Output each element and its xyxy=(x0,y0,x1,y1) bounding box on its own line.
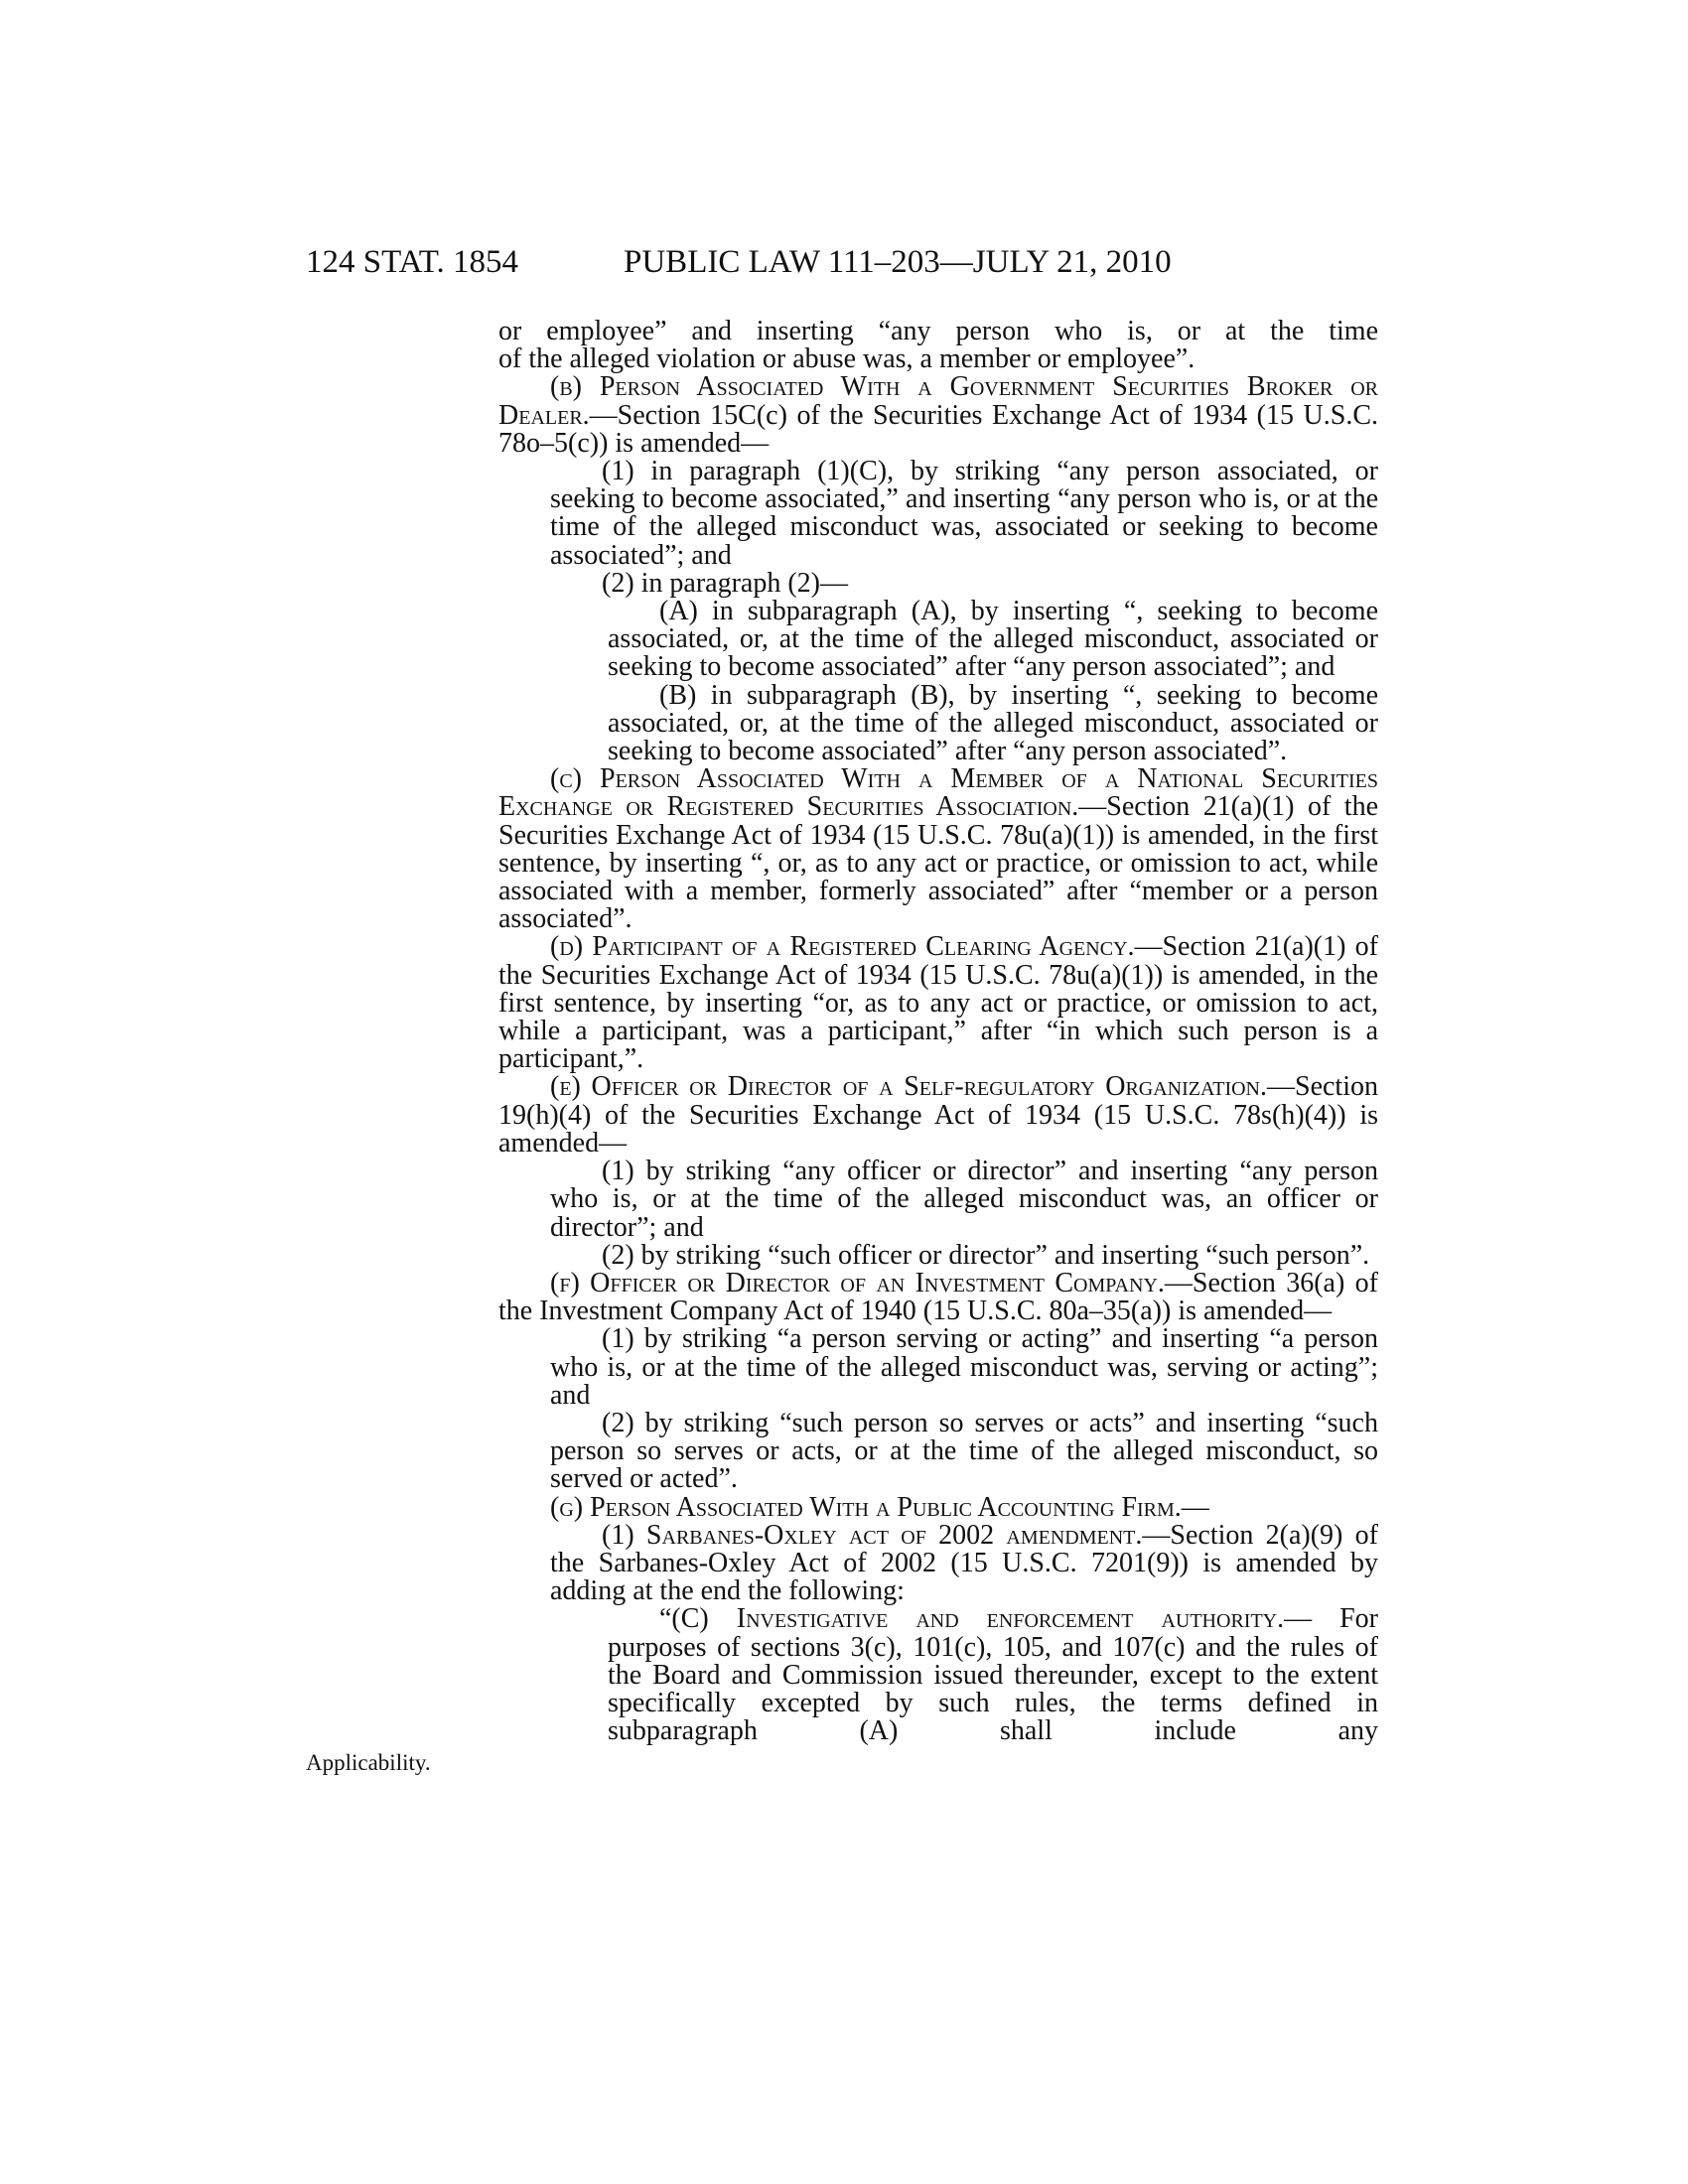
body-text xyxy=(498,318,1378,1745)
paragraph-b-1: (1) in paragraph (1)(C), by striking “any person associated, or seeking to become associated,” and inserting “any person who is, or at the time of the alleged misconduct was, associated or seeking to become associated”; and xyxy=(550,456,1378,571)
subsection-g: (g) Person Associated With a Public Accounting Firm.— xyxy=(550,1491,1209,1523)
subsection-heading: (c) Person Associated With a Member of a National Securities Exchange or Registered Securities Association. xyxy=(498,763,1378,823)
subsection-heading: (f) Officer or Director of an Investment Company. xyxy=(550,1267,1165,1298)
subsection-c: (c) Person Associated With a Member of a National Securities Exchange or Registered Securities Association.—Section 21(a)(1) of the Securities Exchange Act of 1934 (15 U.S.C. 78u(a)(1)) is amended, in the first sentence, by inserting “, or, as to any act or practice, or omission to act, while associated with a member, formerly associated” after “member or a person associated”. xyxy=(498,763,1378,935)
paragraph-f-1: (1) by striking “a person serving or acting” and inserting “a person who is, or at the time of the alleged misconduct was, serving or acting”; and xyxy=(550,1323,1378,1411)
subsection-heading: (e) Officer or Director of a Self-regulatory Organization. xyxy=(550,1071,1267,1103)
running-header: PUBLIC LAW 111–203—JULY 21, 2010 xyxy=(624,244,1172,280)
continuation-line: of the alleged violation or abuse was, a member or employee”. xyxy=(498,343,1196,375)
subsection-b: (b) Person Associated With a Government Securities Broker or Dealer.—Section 15C(c) of the Securities Exchange Act of 1934 (15 U.S.C. 78o–5(c)) is amended— xyxy=(498,371,1378,459)
subsection-heading: (d) Participant of a Registered Clearing Agency. xyxy=(550,931,1135,963)
subsection-heading: (g) Person Associated With a Public Accounting Firm. xyxy=(550,1491,1182,1523)
continuation-line: or employee” and inserting “any person who is, or at the time xyxy=(498,316,1378,346)
inserted-subparagraph-c: “(C) Investigative and enforcement authority.— For purposes of sections 3(c), 101(c), 105, and 107(c) and the rules of the Board and Commission issued thereunder, except to the extent specifically excepted by such rules, the terms defined in subparagraph (A) shall include any xyxy=(608,1603,1378,1747)
subparagraph-b-2-a: (A) in subparagraph (A), by inserting “, seeking to become associated, or, at the time of the alleged misconduct, associated or seeking to become associated” after “any person associated”; and xyxy=(608,596,1378,683)
page-reference: 124 STAT. 1854 xyxy=(306,244,519,280)
paragraph-e-1: (1) by striking “any officer or director” and inserting “any person who is, or at the time of the alleged misconduct was, an officer or director”; and xyxy=(550,1156,1378,1243)
paragraph-e-2: (2) by striking “such officer or director” and inserting “such person”. xyxy=(602,1239,1370,1271)
paragraph-heading: (1) Sarbanes-Oxley act of 2002 amendment. xyxy=(602,1519,1143,1551)
subsection-e: (e) Officer or Director of a Self-regulatory Organization.—Section 19(h)(4) of the Securities Exchange Act of 1934 (15 U.S.C. 78s(h)(4)) is amended— xyxy=(498,1071,1378,1159)
subsection-heading: (b) Person Associated With a Government Securities Broker or Dealer. xyxy=(498,371,1378,431)
subsection-d: (d) Participant of a Registered Clearing Agency.—Section 21(a)(1) of the Securities Exchange Act of 1934 (15 U.S.C. 78u(a)(1)) is amended, in the first sentence, by inserting “or, as to any act or practice, or omission to act, while a participant, was a participant,” after “in which such person is a participant,”. xyxy=(498,931,1378,1075)
subparagraph-heading: “(C) Investigative and enforcement authority. xyxy=(659,1603,1285,1635)
margin-note: Applicability. xyxy=(306,1750,431,1775)
subparagraph-b-2-b: (B) in subparagraph (B), by inserting “, seeking to become associated, or, at the time of the alleged misconduct, associated or seeking to become associated” after “any person associated”. xyxy=(608,679,1378,767)
paragraph-b-2: (2) in paragraph (2)— xyxy=(602,567,849,599)
subsection-f: (f) Officer or Director of an Investment Company.—Section 36(a) of the Investment Company Act of 1940 (15 U.S.C. 80a–35(a)) is amended— xyxy=(498,1267,1378,1327)
paragraph-g-1: (1) Sarbanes-Oxley act of 2002 amendment.—Section 2(a)(9) of the Sarbanes-Oxley Act of 2002 (15 U.S.C. 7201(9)) is amended by adding at the end the following: xyxy=(550,1519,1378,1607)
paragraph-f-2: (2) by striking “such person so serves or acts” and inserting “such person so serves or acts, or at the time of the alleged misconduct, so served or acted”. xyxy=(550,1407,1378,1495)
